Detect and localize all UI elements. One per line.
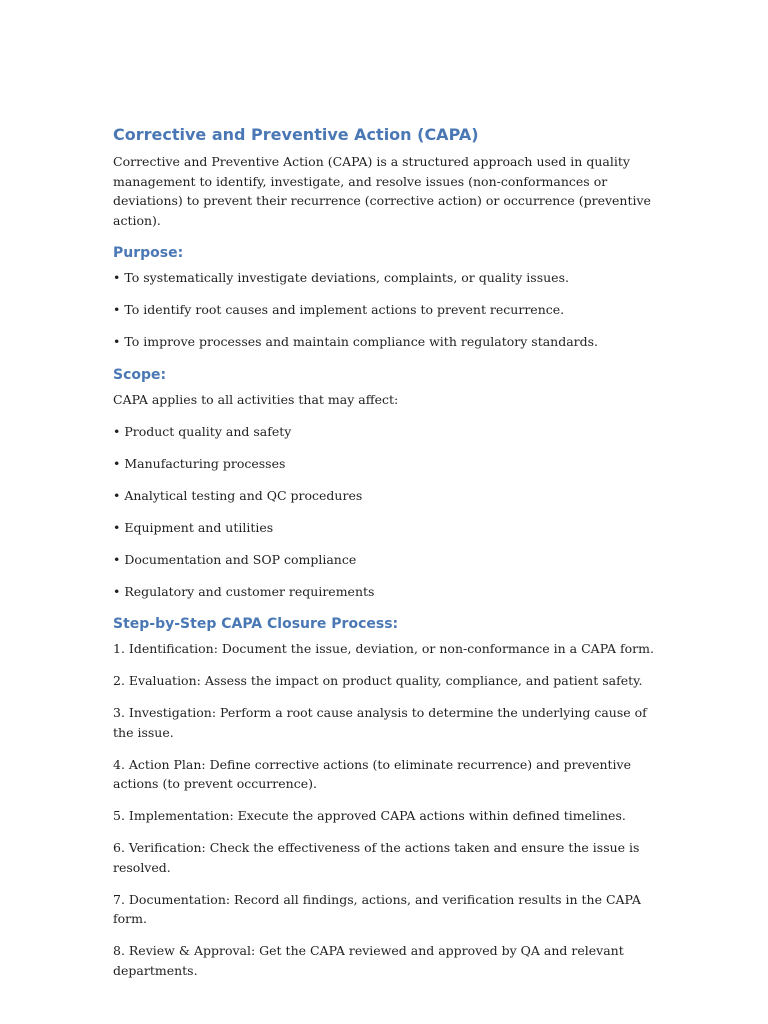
scope-item: • Equipment and utilities bbox=[113, 519, 274, 535]
purpose-item: • To identify root causes and implement actions to prevent recurrence. bbox=[113, 302, 565, 317]
purpose-heading: Purpose: bbox=[113, 245, 184, 261]
scope-lead: CAPA applies to all activities that may affect: bbox=[113, 391, 399, 407]
process-step: 2. Evaluation: Assess the impact on product quality, compliance, and patient safety. bbox=[113, 673, 643, 688]
purpose-item: • To systematically investigate deviations, complaints, or quality issues. bbox=[113, 270, 569, 285]
intro-paragraph: Corrective and Preventive Action (CAPA) is a structured approach used in quality management to identify, investigate, and resolve issues (non-conformances or deviations) to prevent their recurrence (corrective action) or occurrence (preventive action). bbox=[113, 154, 651, 228]
process-heading: Step-by-Step CAPA Closure Process: bbox=[113, 616, 399, 632]
scope-item: • Product quality and safety bbox=[113, 423, 292, 439]
scope-item: • Regulatory and customer requirements bbox=[113, 583, 375, 599]
document-page bbox=[113, 124, 658, 993]
process-step: 3. Investigation: Perform a root cause analysis to determine the underlying cause of the issue. bbox=[113, 705, 647, 740]
purpose-item: • To improve processes and maintain compliance with regulatory standards. bbox=[113, 334, 599, 349]
process-step: 8. Review & Approval: Get the CAPA reviewed and approved by QA and relevant departments. bbox=[113, 943, 624, 978]
process-step: 1. Identification: Document the issue, deviation, or non-conformance in a CAPA form. bbox=[113, 641, 654, 656]
scope-heading: Scope: bbox=[113, 366, 167, 383]
process-step: 7. Documentation: Record all findings, actions, and verification results in the CAPA form. bbox=[113, 891, 641, 926]
scope-item: • Documentation and SOP compliance bbox=[113, 551, 357, 567]
document-title: Corrective and Preventive Action (CAPA) bbox=[113, 125, 479, 144]
process-step: 4. Action Plan: Define corrective actions (to eliminate recurrence) and preventive actions (to prevent occurrence). bbox=[113, 756, 631, 791]
scope-item: • Analytical testing and QC procedures bbox=[113, 487, 363, 503]
process-step: 5. Implementation: Execute the approved CAPA actions within defined timelines. bbox=[113, 808, 626, 823]
process-step: 6. Verification: Check the effectiveness of the actions taken and ensure the issue is resolved. bbox=[113, 840, 640, 875]
scope-item: • Manufacturing processes bbox=[113, 455, 286, 471]
